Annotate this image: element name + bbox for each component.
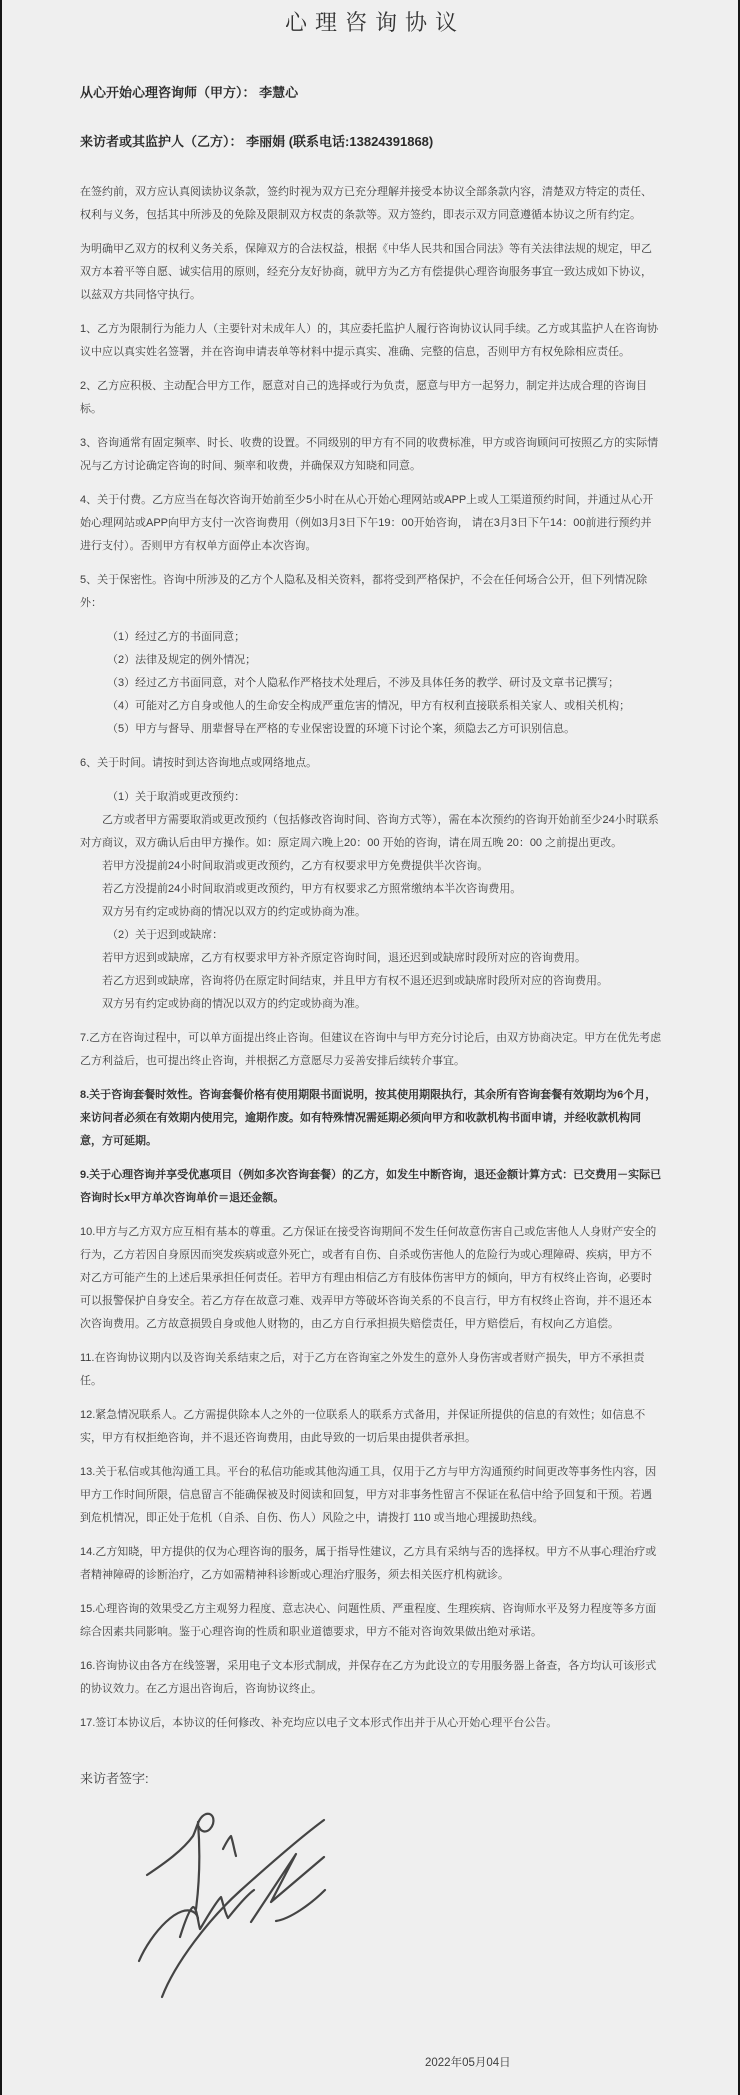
agreement-paragraph: （5）甲方与督导、朋辈督导在严格的专业保密设置的环境下讨论个案，须隐去乙方可识别信息。 [107,723,576,735]
left-window-edge [0,0,2,2095]
agreement-body [80,181,662,1735]
agreement-paragraph: 双方另有约定或协商的情况以双方的约定或协商为准。 [102,906,366,918]
agreement-paragraph: 7.乙方在咨询过程中，可以单方面提出终止咨询。但建议在咨询中与甲方充分讨论后，由双方协商决定。甲方在优先考虑乙方利益后，也可提出终止咨询，并根据乙方意愿尽力妥善安排后续转介事宜。 [80,1032,662,1067]
handwritten-signature-image [135,1803,335,2003]
agreement-paragraph: 17.签订本协议后，本协议的任何修改、补充均应以电子文本形式作出并于从心开始心理平台公告。 [80,1717,558,1729]
agreement-paragraph: 若甲方没提前24小时间取消或更改预约，乙方有权要求甲方免费提供半次咨询。 [102,860,489,872]
agreement-paragraph: 6、关于时间。请按时到达咨询地点或网络地点。 [80,757,318,769]
agreement-paragraph: 在签约前，双方应认真阅读协议条款，签约时视为双方已充分理解并接受本协议全部条款内容，清楚双方特定的责任、权利与义务，包括其中所涉及的免除及限制双方权责的条款等。双方签约，即表示双方同意遵循本协议之所有约定。 [80,186,652,221]
agreement-paragraph: （1）经过乙方的书面同意； [107,631,246,643]
agreement-paragraph: 14.乙方知晓，甲方提供的仅为心理咨询的服务，属于指导性建议，乙方具有采纳与否的选择权。甲方不从事心理治疗或者精神障碍的诊断治疗，乙方如需精神科诊断或心理治疗服务，须去相关医疗机构就诊。 [80,1546,657,1581]
agreement-paragraph: 若乙方没提前24小时间取消或更改预约，甲方有权要求乙方照常缴纳本半次咨询费用。 [102,883,522,895]
party-a-line: 从心开始心理咨询师（甲方）： 李慧心 [80,85,299,100]
page-title: 心理咨询协议 [284,10,465,35]
agreement-paragraph: 若甲方迟到或缺席，乙方有权要求甲方补齐原定咨询时间，退还迟到或缺席时段所对应的咨询费用。 [102,952,586,964]
agreement-date: 2022年05月04日 [425,2057,511,2069]
agreement-paragraph: 12.紧急情况联系人。乙方需提供除本人之外的一位联系人的联系方式备用，并保证所提供的信息的有效性；如信息不实，甲方有权拒绝咨询，并不退还咨询费用，由此导致的一切后果由提供者承担。 [80,1409,646,1444]
agreement-paragraph: （4）可能对乙方自身或他人的生命安全构成严重危害的情况，甲方有权利直接联系相关家人、或相关机构； [107,700,631,712]
agreement-paragraph: （1）关于取消或更改预约： [107,791,246,803]
agreement-paragraph: 10.甲方与乙方双方应互相有基本的尊重。乙方保证在接受咨询期间不发生任何故意伤害自己或危害他人人身财产安全的行为，乙方若因自身原因而突发疾病或意外死亡，或者有自伤、自杀或伤害他人的危险行为或心理障碍、疾病，甲方不对乙方可能产生的上述后果承担任何责任。若甲方有理由相信乙方有肢体伤害甲方的倾向，甲方有权终止咨询，必要时可以报警保护自身安全。若乙方存在故意刁难、戏弄甲方等破坏咨询关系的不良言行，甲方有权终止咨询，并不退还本次咨询费用。乙方故意损毁自身或他人财物的，由乙方自行承担损失赔偿责任，甲方赔偿后，有权向乙方追偿。 [80,1226,657,1330]
agreement-paragraph: 2、乙方应积极、主动配合甲方工作，愿意对自己的选择或行为负责，愿意与甲方一起努力，制定并达成合理的咨询目标。 [80,380,648,415]
agreement-paragraph: 双方另有约定或协商的情况以双方的约定或协商为准。 [102,998,366,1010]
agreement-paragraph: 为明确甲乙双方的权利义务关系，保障双方的合法权益，根据《中华人民共和国合同法》等有关法律法规的规定，甲乙双方本着平等自愿、诚实信用的原则，经充分友好协商，就甲方为乙方有偿提供心理咨询服务事宜一致达成如下协议，以兹双方共同恪守执行。 [80,243,652,301]
agreement-paragraph: （3）经过乙方书面同意，对个人隐私作严格技术处理后，不涉及具体任务的教学、研讨及文章书记撰写； [107,677,620,689]
agreement-paragraph: 13.关于私信或其他沟通工具。平台的私信功能或其他沟通工具，仅用于乙方与甲方沟通预约时间更改等事务性内容，因甲方工作时间所限，信息留言不能确保被及时阅读和回复，甲方对非事务性留言不保证在私信中给予回复和干预。若遇到危机情况，即正处于危机（自杀、自伤、伤人）风险之中，请拨打 110 或当地心理援助热线。 [80,1466,657,1524]
agreement-paragraph: （2）关于迟到或缺席： [107,929,224,941]
agreement-paragraph: 3、咨询通常有固定频率、时长、收费的设置。不同级别的甲方有不同的收费标准，甲方或咨询顾问可按照乙方的实际情况与乙方讨论确定咨询的时间、频率和收费，并确保双方知晓和同意。 [80,437,659,472]
agreement-paragraph: （2）法律及规定的例外情况； [107,654,257,666]
agreement-paragraph: 乙方或者甲方需要取消或更改预约（包括修改咨询时间、咨询方式等），需在本次预约的咨询开始前至少24小时联系对方商议，双方确认后由甲方操作。如：原定周六晚上20：00 开始的咨询，请在周五晚 20：00 之前提出更改。 [80,814,659,849]
agreement-paragraph: 15.心理咨询的效果受乙方主观努力程度、意志决心、问题性质、严重程度、生理疾病、咨询师水平及努力程度等多方面综合因素共同影响。鉴于心理咨询的性质和职业道德要求，甲方不能对咨询效果做出绝对承诺。 [80,1603,657,1638]
agreement-paragraph: 4、关于付费。乙方应当在每次咨询开始前至少5小时在从心开始心理网站或APP上或人工渠道预约时间，并通过从心开始心理网站或APP向甲方支付一次咨询费用（例如3月3日下午19：00开始咨询， 请在3月3日下午14：00前进行预约并进行支付）。否则甲方有权单方面停止本次咨询。 [80,494,654,552]
agreement-paragraph: 5、关于保密性。咨询中所涉及的乙方个人隐私及相关资料，都将受到严格保护，不会在任何场合公开，但下列情况除外： [80,574,648,609]
agreement-paragraph: 11.在咨询协议期内以及咨询关系结束之后，对于乙方在咨询室之外发生的意外人身伤害或者财产损失，甲方不承担责任。 [80,1352,645,1387]
agreement-paragraph: 1、乙方为限制行为能力人（主要针对未成年人）的，其应委托监护人履行咨询协议认同手续。乙方或其监护人在咨询协议中应以真实姓名签署，并在咨询申请表单等材料中提示真实、准确、完整的信息，否则甲方有权免除相应责任。 [80,323,659,358]
visitor-signature-label: 来访者签字: [80,1771,149,1786]
party-b-line: 来访者或其监护人（乙方）： 李丽娟 (联系电话:13824391868) [80,134,434,149]
agreement-paragraph: 9.关于心理咨询并享受优惠项目（例如多次咨询套餐）的乙方，如发生中断咨询，退还金额计算方式：已交费用－实际已咨询时长x甲方单次咨询单价＝退还金额。 [80,1169,662,1204]
agreement-paragraph: 若乙方迟到或缺席，咨询将仍在原定时间结束，并且甲方有权不退还迟到或缺席时段所对应的咨询费用。 [102,975,608,987]
agreement-paragraph: 8.关于咨询套餐时效性。咨询套餐价格有使用期限书面说明，按其使用期限执行，其余所有咨询套餐有效期均为6个月，来访问者必须在有效期内使用完，逾期作废。如有特殊情况需延期必须向甲方和收款机构书面申请，并经收款机构同意，方可延期。 [80,1089,657,1147]
agreement-paragraph: 16.咨询协议由各方在线签署，采用电子文本形式制成，并保存在乙方为此设立的专用服务器上备查，各方均认可该形式的协议效力。在乙方退出咨询后，咨询协议终止。 [80,1660,657,1695]
